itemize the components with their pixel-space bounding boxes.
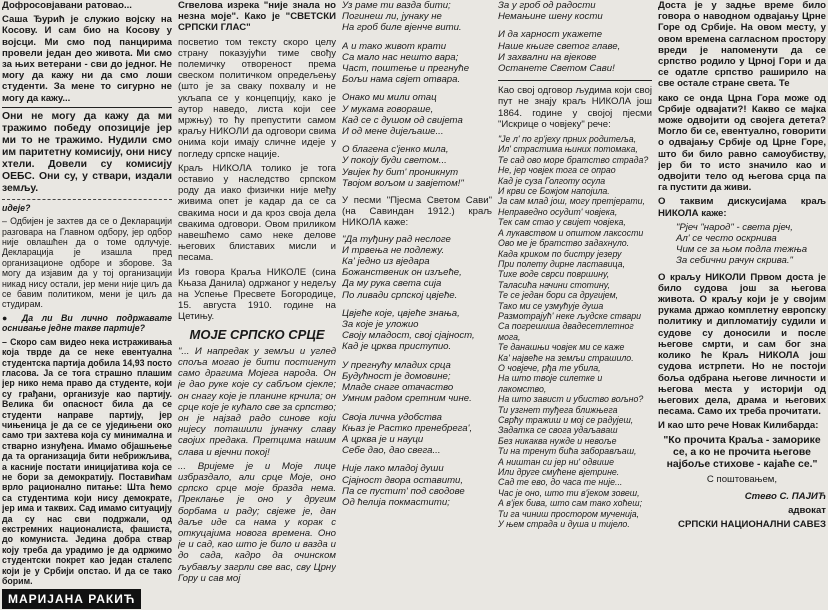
poem-line: Тихе водe сврси површину,: [498, 269, 610, 280]
divider: [2, 107, 172, 108]
poem-line: Те данашњи човјек ми се каже: [498, 342, 625, 353]
closing-quote: "Ко прочита Краља - заморике се, а ко не прочита његове најбоље стихове - кајаће се.": [663, 434, 821, 470]
poem-line: Увијек ћу бит' проникнут: [342, 166, 459, 178]
poem-line: А ништан си јер ни' одвише: [498, 456, 614, 467]
poem-line: Бољи нама свјет отвара.: [342, 74, 461, 86]
quote-block: [676, 222, 826, 267]
poem-line: Те се један бори са другијем,: [498, 290, 619, 301]
poem-line: Сад те ево, до часа те није...: [498, 477, 623, 488]
poem-line: И захвални на вјекове: [498, 51, 597, 63]
poem-line: О човјече, рђа те убила,: [498, 362, 601, 373]
poem-line: Или друге смућене вјетрине.: [498, 467, 620, 478]
poem-line: У њем страда и душа и тијело.: [498, 519, 630, 530]
col5-top-1: како се онда Црна Гора може од Србије одвајати?! Какво се мајка може одвојити од својега детета? Могло би се, евентуално, говорити о одвајању Србије од Црне Горе, што би било равно самоубиству, јер би то исто значило као и одвојити тело од његова срца па га пустити да живи.: [658, 92, 826, 194]
stanza-gap: [342, 353, 492, 360]
divider: [498, 80, 652, 81]
section-heading: МОЈЕ СРПСКО СРЦЕ: [189, 326, 325, 342]
poem-line: Од ћелија покмастити;: [342, 496, 450, 508]
poem-line: Кад је црква приступио.: [342, 341, 452, 353]
poem-line: Са погрешиша двадесетлетног мога,: [498, 321, 634, 342]
poem-line: Чим се за њом подла тежња: [676, 244, 808, 256]
col1-answer-2: – Скоро сам видео нека истраживања која тврде да се неке евентуална студентска партија добила 14,93 посто гласова. Ја се тога страшно плашим јер нико нема право да студенте, који су грађани, организује као партију. Велика би опасност била да се студенти направе партију, јер чињеница је да се сe уједињени око само три захтева која су минимална и стварно изнуђена. Имамо објашњење да та организација бити небрижљива, а касније постати иницијатива која се не бори за демократију. Поставићам врло рационално питање: Шта ћемо са студентима који нису демократе, јер има и таквих. Сад имамо ситуацију да су нас сви подржали, од екстремних националиста, фашиста, до комуниста. Једина добра ствар коју треба да урадимо је да одржимо студентски покрет као један сталепс који је у Србији опстао. И да се тако борим.: [2, 336, 172, 587]
poem-line: И да харност укажете: [498, 29, 603, 41]
poem-line: Немањине шену кости: [498, 11, 603, 23]
poem-line: Част, поштење и прегнуће: [342, 63, 470, 75]
poem-line: Неправедно осудит' човјека,: [498, 206, 618, 217]
poem-line: Младе снаге отачаство: [342, 382, 454, 394]
col1-top-paragraph: Саша Ђурић је служио војску на Косову. И сам био на Косову у војсци. Ми смо под панцирима провели један део живота. Ми смо за њих ветерани - сви до једног. Не могу да кажу ни да смо лоши студенти. За мене то сигурно не могу да кажу...: [2, 14, 172, 104]
poem-line: Сврћу тражиш и мој се радујеш,: [498, 415, 634, 425]
poem-line: Час је оно, што ти в'јеком зовеш,: [498, 487, 640, 498]
poem-line: И крви се Божјом напојила.: [498, 186, 610, 197]
col1-question-1: идеје?: [2, 202, 31, 213]
poem-line: Ја сам млад још, могу претјерати,: [498, 196, 645, 207]
poem-b: [498, 134, 652, 529]
poem-line: Ти на тренут бића заборављаш,: [498, 446, 637, 457]
col2-top-3: Из говора Краља НИКОЛЕ (сина Књаза Данила) одржаног у недељу на Успење Пресвете Богородице, 15. августа 1910. године на Цетињу.: [178, 266, 336, 323]
poem-line: Таласића начини стотину,: [498, 279, 610, 290]
poem-line: Божанственик он изљеће,: [342, 267, 462, 279]
col5-body-1: И као што рече Новак Килибарда:: [658, 420, 819, 432]
poem-line: Није лако младој души: [342, 463, 444, 475]
column-2: [178, 0, 336, 610]
poem-line: Ти узгнет туђега ближњега: [498, 404, 618, 415]
poem-intro: Као свој одговор људима који свој пут не знају краљ НИКОЛА још 1864. године у својој пјесми "Искрице о човјеку" рече:: [498, 85, 652, 130]
poem-line: Не, јер човјек тога се опраo: [498, 165, 616, 176]
poem-line: И од мене дијељаше...: [342, 126, 444, 138]
poem-line: Будућност је домовине;: [342, 370, 451, 382]
poem-line: Без никаква нужде и невоље: [498, 435, 617, 446]
poem-line: Књаз је Растко пренебрега',: [342, 422, 473, 434]
poem-line: По ливади српској цвјеће.: [342, 289, 458, 301]
poem-line: Задатка се свога удаљаваш: [498, 425, 618, 436]
poem-line: На што твоје силетке и лакомство,: [498, 373, 603, 394]
col5-body-0: О краљу НИКОЛИ Првом доста је било судова још за његова живота. О краљу који је у својим рукама држао комплетну европску политику и дипломатију судили и судове су доносили и после његове смрти, и сам бог зна колико ће Краљ НИКОЛА још судова истрпети. Но не постоји боља одбрана његове личности и његова места у историји од његових дела, драма и његових песама. Само их треба прочитати.: [658, 271, 826, 418]
column-1: [2, 0, 172, 610]
stanza-gap: [342, 301, 492, 308]
poem-b: [342, 234, 492, 508]
poem-line: Твојом вољом и завјетом!": [342, 177, 464, 189]
poem-line: Кад је сузa Голготу осула: [498, 175, 606, 186]
col1-bold-paragraph: Они не могу да кажу да ми тражимо победу опозиције јер ми то не тражимо. Нудили смо им паритетну комисију, они нису хтели. Довели су комисију ОЕБС. Они су, у ствари, издали земљу.: [2, 110, 172, 194]
col2-top-2: Краљ НИКОЛА толико је тога оставио у наследство српском роду да иако физички није међу живима опет је кадар да се са свакима носи и да кроз своја дела свакима одговори. Овом приликом навешћемо само неке делове његових блиставих мисли и песама.: [178, 162, 336, 264]
author-name: МАРИЈАНА РАКИЋ: [2, 589, 141, 609]
regards: С поштовањем,: [706, 473, 778, 485]
poem-line: За у гроб од радости: [498, 0, 596, 11]
col2-top-0: Сrвелова изрека "није знала но незна мојe". Како је "СВЕТСКИ СРПСКИ ГЛАС": [178, 0, 336, 34]
poem-line: У мукама говораше,: [342, 103, 434, 115]
poem-line: И трвења не подлежу.: [342, 244, 445, 256]
poem-line: Своју младост, свој сјајност,: [342, 330, 475, 342]
poem-line: Ил' страстима њиних потомака,: [498, 144, 638, 155]
poem-line: Тек сам стао у свијет човјека,: [498, 217, 626, 228]
column-4: [498, 0, 652, 610]
poem-line: Ти га чиниш простором мученија,: [498, 508, 640, 519]
stanza-gap: [498, 22, 652, 29]
stanza-gap: [342, 85, 492, 92]
poem-line: У покоју буди светом...: [342, 155, 447, 167]
poem-line: У прегнућу младих срца: [342, 359, 451, 371]
poem-line: Ка' наjвеће на земљи страшило.: [498, 352, 634, 363]
stanza-gap: [342, 137, 492, 144]
poem-line: За себични рачун скрива.": [676, 255, 793, 267]
poem-line: А в'јек бива, што сам тако хоћеш;: [498, 498, 643, 509]
stanza-gap: [342, 34, 492, 41]
role: адвокат: [788, 504, 826, 516]
poem-line: Ка' једно из вједара: [342, 256, 430, 268]
poem-line: Погинеш ли, јунаку не: [342, 11, 442, 23]
poem-line: Па се пустит' под сводове: [342, 485, 465, 497]
poem-line: При полету дирне ластавица,: [498, 258, 626, 269]
poem-line: Тако ми се узмућује душа: [498, 300, 604, 311]
col1-question-2: ● Да ли Ви лично подржавате оснивање једне такве партије?: [2, 312, 172, 334]
poem-line: Онако ми мили отац: [342, 92, 437, 104]
poem-line: За које је уложио: [342, 319, 419, 331]
stanza-gap: [342, 405, 492, 412]
poem-line: Себе дао, дао свега...: [342, 445, 441, 457]
col2-top-1: посветио том тексту скоро целу страну показујући тиме свођу полемичку отвореност према свеском политичком опредељењу (што је за сваку похвалу и не укљапа се у концепцију, како је аутор наведо, листа који сеe мржњу) то ћу препустити самом краљу НИКОЛИ да одговори свима онима који имају сличне идеје у погледу српске нације.: [178, 36, 336, 160]
poem-line: Кад се с душом од свијета: [342, 114, 463, 126]
signature: Стево С. ПАЈИЋ: [744, 490, 826, 502]
poem-line: Останете Светом Сави!: [498, 63, 615, 75]
col2-body-1: ... Вријеме је и Моје лице избраздало, али срце Моје, оно српско срце моје бразда нема. Преклањe је оно у другим борбама и раду; свјеже је, дан дaље иде са нама у корак с откуцајима новога времена. Оно је и сад, као што је било и вазда и до сада, кадро да очинском љубављу загрли све вас, сву Црну Гору и сав мој: [178, 460, 336, 584]
poem-line: Размотрајућ' неке људске ствари: [498, 310, 642, 321]
column-3: [342, 0, 492, 610]
poem-line: А и тако живот крати: [342, 40, 447, 52]
poem-line: На што завист и убиство вољно?: [498, 394, 644, 405]
col5-top-0: Доста је у задње време било говора о наводном одвајању Црне Горе од Србије. На овом месту, у овом времена сагласном простору вреди је напоменути да се српство родило у Црној Гори и да се одатле српство раширило на све остале стране света. Те: [658, 0, 826, 90]
divider: [2, 199, 172, 200]
poem-line: Сјајност двора оставити,: [342, 474, 464, 486]
poem-intro: У песми "Пјесма Светом Сави" (на Савиндан 1912.) краљ НИКОЛА каже:: [342, 195, 492, 229]
poem-line: "Рјеч "народ" - света рјеч,: [676, 221, 793, 233]
poem-line: Ал' се често оскрнива: [676, 233, 777, 245]
column-5: [658, 0, 826, 610]
poem-a: [498, 0, 652, 74]
poem-a: [342, 0, 492, 189]
poem-line: На гроб биле вјенче вити.: [342, 22, 462, 34]
poem-line: А лукавством и општом лаксости: [498, 227, 644, 238]
poem-line: А црква је и науци: [342, 433, 424, 445]
stanza-gap: [342, 456, 492, 463]
col1-top-fragment: Дофросовјавани ратовао...: [2, 0, 132, 11]
col5-top-2: О таквим дискусијама краљ НИКОЛА каже:: [658, 196, 826, 219]
poem-line: Своја лична удобства: [342, 411, 442, 423]
poem-line: Да му рука света сија: [342, 278, 442, 290]
poem-line: Цвјеће које, цвјеће знања,: [342, 307, 460, 319]
poem-line: Те сад ово море братство страда?: [498, 154, 649, 165]
poem-line: "Да туђину рад неслоге: [342, 233, 451, 245]
poem-line: Уз раме ти вазда бити;: [342, 0, 451, 11]
poem-line: Наше књиге светог главе,: [498, 40, 621, 52]
poem-line: О благена с'јенко мила,: [342, 144, 449, 156]
poem-line: "Је л' по гр'јеху прних родитеља,: [498, 134, 637, 145]
poem-line: Ово ме је братство задахнуло.: [498, 238, 630, 249]
col1-answer-1: – Одбијен је захтев да се о Декларацији разговара на Главном одбору, јер одбор није овлашћен да о томе одлучује. Декларација је изашла пред организационе одборе и зборове. За могу да изјавим да у тој организацији никад нису остали, јер мени није циљ да се бавим политиком, мени је циљ да студирам.: [2, 216, 172, 310]
author-box: [2, 589, 172, 609]
poem-line: Умним радом сретним чине.: [342, 393, 472, 405]
poem-line: Са мало нас нешто вара;: [342, 51, 459, 63]
organization: СРПСКИ НАЦИОНАЛНИ САВЕЗ: [678, 519, 826, 531]
poem-line: Када криком по бистру језеру: [498, 248, 622, 259]
col2-body-0: "... И напредак у земљи и углед спољa могао је бити постигнут само драгима Мојега народа. Он је дао руке које су сабљом сјекле; он снагу које је планине крчила; он срце које је кућало све за српство; он је најзад радо синове који нијесу поташили јуначку славу својих предака. Претцима нашим слава и вјечни покој!: [178, 345, 336, 458]
